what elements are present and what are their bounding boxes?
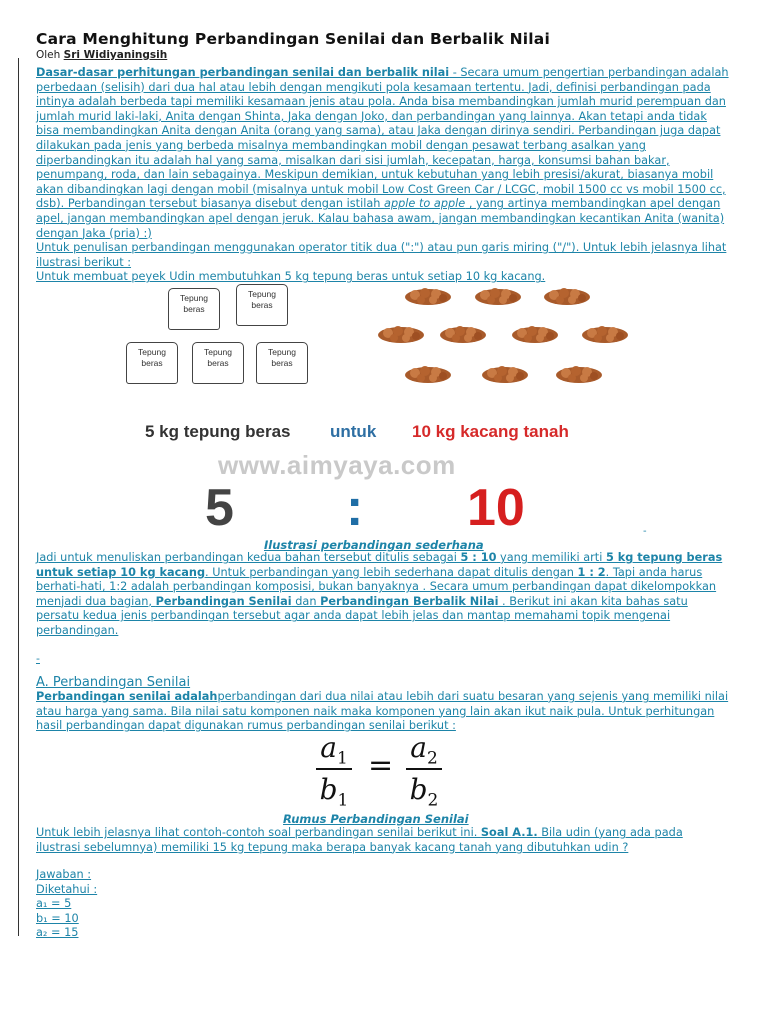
ratio-separator: : (346, 479, 364, 537)
definition-bold: Perbandingan senilai adalah (36, 690, 218, 703)
formula-caption: Rumus Perbandingan Senilai (283, 812, 469, 826)
explain-text: . Tapi anda harus berhati-hati, 1:2 adalah perbandingan komposisi, bukan banyaknya . Secara umum perbandingan dapat dikelompokkan menjadi dua bagian, (36, 565, 717, 608)
definition-text: perbandingan dari dua nilai atau lebih dari suatu besaran yang sejenis yang memiliki nilai atau harga yang sama. Bila nilai satu komponen naik maka komponen yang lain akan ikut naik pula. Untuk perhitungan hasil perbandingan dapat digunakan rumus perbandingan senilai berikut : (36, 690, 729, 733)
formula-a1: a (320, 731, 337, 764)
peanut-pile-icon (473, 284, 523, 306)
byline-prefix: Oleh (36, 49, 61, 61)
peanut-pile-icon (403, 362, 453, 384)
explain-bold: 5 : 10 (460, 551, 497, 564)
intro-body2: , yang artinya membandingkan apel dengan apel, jangan membandingkan apel dengan jeruk. Kalau bahasa awam, jangan membandingkan kecantikan Anita (wanita) dengan Jaka (pria) :) (36, 197, 725, 240)
explain-text: . Berikut ini akan kita bahas satu persatu kedua jenis perbandingan tersebut agar anda dapat lebih jelas dan mantap memahami topik mengenai perbandingan. (36, 594, 688, 637)
intro-term: apple to apple (384, 197, 466, 211)
answer-line[interactable]: b₁ = 10 (36, 911, 79, 925)
figure-caption: Ilustrasi perbandingan sederhana (264, 538, 484, 552)
stray-mark: - (643, 526, 647, 537)
definition-paragraph[interactable] (36, 690, 730, 734)
formula-b2: b (409, 773, 428, 806)
explain-text: Jadi untuk menuliskan perbandingan kedua bahan tersebut ditulis sebagai (36, 551, 461, 564)
explain-text: yang memiliki arti (496, 551, 606, 564)
rice-flour-bag: Tepung beras (236, 284, 288, 326)
peanut-pile-icon (510, 322, 560, 344)
intro-line2: Untuk penulisan perbandingan menggunakan operator titik dua (":") atau pun garis miring ("/"). Untuk lebih jelasnya lihat ilustrasi berikut : (36, 241, 727, 269)
formula-equals: = (368, 748, 394, 783)
intro-paragraph[interactable] (36, 66, 730, 285)
ratio-left: 5 (205, 479, 234, 537)
rice-flour-bag: Tepung beras (192, 342, 244, 384)
peanut-pile-icon (376, 322, 426, 344)
ratio-right: 10 (467, 479, 525, 537)
margin-line (18, 58, 19, 936)
section-a-heading[interactable]: A. Perbandingan Senilai (36, 675, 191, 690)
answer-line[interactable]: a₁ = 5 (36, 897, 72, 910)
explain-text: dan (291, 594, 321, 608)
author-link[interactable]: Sri Widiyaningsih (63, 49, 168, 61)
formula-b2-sub: 2 (427, 790, 439, 811)
peanut-pile-icon (403, 284, 453, 306)
explanation-paragraph[interactable] (36, 551, 730, 639)
explain-bold: 1 : 2 (577, 565, 606, 579)
example-text: Untuk lebih jelasnya lihat contoh-contoh soal perbandingan senilai berikut ini. (36, 826, 481, 839)
rice-flour-bag: Tepung beras (256, 342, 308, 384)
ratio-formula (316, 730, 456, 815)
answer-line[interactable]: Jawaban : (36, 868, 92, 881)
answer-list (36, 868, 97, 941)
formula-a2: a (410, 731, 427, 764)
answer-line[interactable]: Diketahui : (36, 882, 98, 896)
peanut-pile-icon (580, 322, 630, 344)
byline (36, 49, 167, 61)
peanut-pile-icon (542, 284, 592, 306)
page-title: Cara Menghitung Perbandingan Senilai dan Berbalik Nilai (36, 30, 550, 48)
explain-bold: Perbandingan Berbalik Nilai (320, 594, 499, 608)
intro-body: - Secara umum pengertian perbandingan adalah perbedaan (selisih) dari dua hal atau lebih dengan mengikuti pola kesamaan tertentu. Jadi, definisi perbandingan pada intinya adalah berbeda tapi memiliki kesamaan jenis atau pola. Anda bisa membandingkan jumlah murid perempuan dan jumlah murid laki-laki, Anita dengan Shinta, Jaka dengan Joko, dan perbandingan yang lainnya. Akan tetapi anda tidak bisa membandingkan Anita dengan Anita (orang yang sama), atau Jaka dengan dirinya sendiri. Perbandingan juga dapat dilakukan pada jenis yang berbeda misalnya membandingkan mobil dengan pesawat terbang asalkan yang diperbandingkan itu adalah hal yang sama, misalkan dari sisi jumlah, kecepatan, harga, konsumsi bahan bakar, penumpang, roda, dan lain sebagainya. Meskipun demikian, untuk kebutuhan yang lebih presisi/akurat, biasanya mobil akan dibandingkan lagi dengan mobil (misalnya untuk mobil Low Cost Green Car / LCGC, mobil 1500 cc vs mobil 1500 cc, dsb). Perbandingan tersebut biasanya disebut dengan istilah (36, 66, 729, 211)
formula-a2-sub: 2 (426, 748, 438, 769)
example-label: Soal A.1. (480, 826, 538, 839)
explain-text: . Untuk perbandingan yang lebih sederhana dapat ditulis dengan (205, 565, 578, 579)
explain-bold: 5 kg tepung beras untuk setiap 10 kg kacang (36, 551, 723, 579)
illustration (118, 280, 638, 550)
separator-dash[interactable]: - (36, 652, 40, 665)
fraction-right (406, 730, 442, 811)
watermark: www.aimyaya.com (218, 450, 456, 480)
formula-b1: b (319, 773, 338, 806)
caption-flour: 5 kg tepung beras (145, 422, 291, 441)
peanut-pile-icon (554, 362, 604, 384)
answer-line[interactable]: a₂ = 15 (36, 926, 79, 939)
caption-for: untuk (330, 422, 377, 441)
fraction-left (316, 730, 352, 811)
example-paragraph[interactable] (36, 826, 730, 855)
intro-heading: Dasar-dasar perhitungan perbandingan senilai dan berbalik nilai (36, 66, 450, 79)
formula-a1-sub: 1 (336, 748, 348, 769)
rice-flour-bag: Tepung beras (126, 342, 178, 384)
caption-peanut: 10 kg kacang tanah (412, 422, 569, 441)
peanut-pile-icon (480, 362, 530, 384)
explain-bold: Perbandingan Senilai (155, 594, 292, 608)
example-text2: Bila udin (yang ada pada ilustrasi sebelumnya) memiliki 15 kg tepung maka berapa banyak kacang tanah yang dibutuhkan udin ? (36, 826, 683, 854)
formula-b1-sub: 1 (337, 790, 349, 811)
intro-line3: Untuk membuat peyek Udin membutuhkan 5 kg tepung beras untuk setiap 10 kg kacang. (36, 270, 546, 284)
peanut-pile-icon (438, 322, 488, 344)
rice-flour-bag: Tepung beras (168, 288, 220, 330)
